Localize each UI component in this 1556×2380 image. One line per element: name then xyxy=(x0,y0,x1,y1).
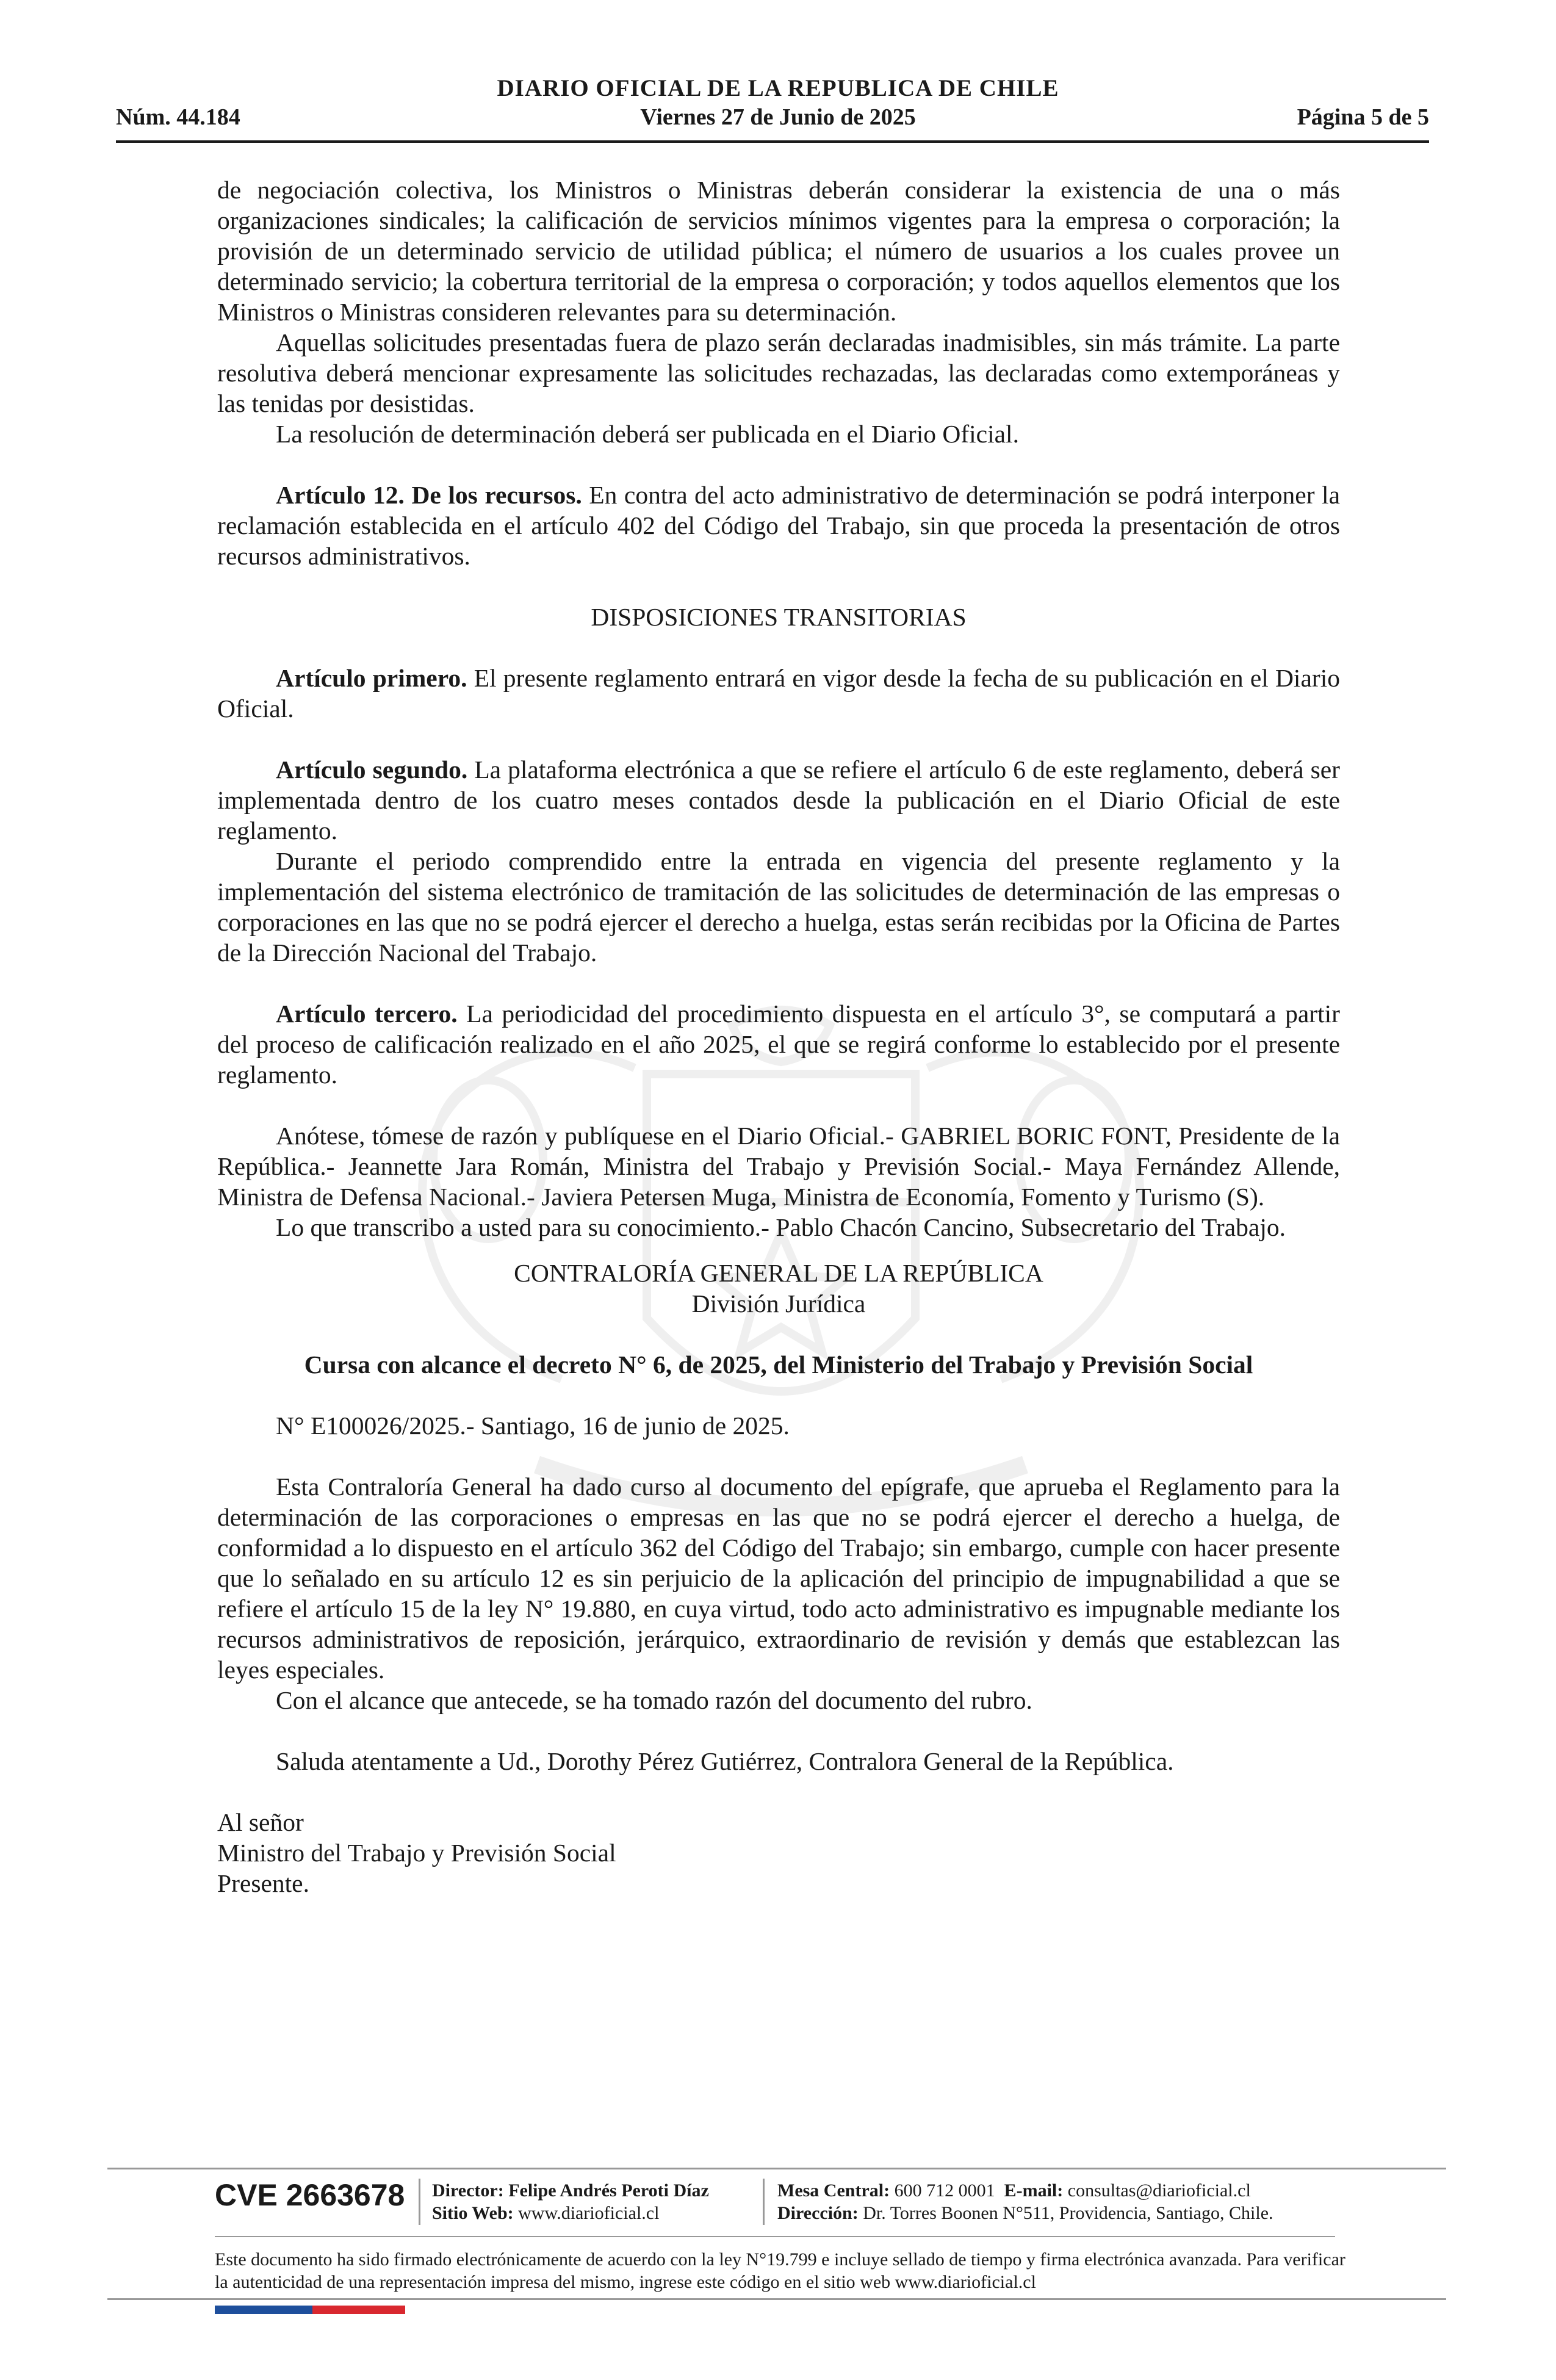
signature-notice: Este documento ha sido firmado electrónicamente de acuerdo con la ley N°19.799 e incluye sellado de tiempo y firma electrónica avanzada. Para verificar la autenticidad de una representación impresa del mismo, ingrese este código en el sitio web www.diarioficial.cl xyxy=(215,2249,1345,2292)
article-tercero-title: Artículo tercero. xyxy=(276,1000,458,1028)
article-tercero-text: La periodicidad del procedimiento dispuesta en el artículo 3°, se computará a partir del proceso de calificación realizado en el año 2025, el que se regirá conforme lo establecido por el presente reglamento. xyxy=(217,1000,1340,1089)
alcance-paragraph: Con el alcance que antecede, se ha tomado razón del documento del rubro. xyxy=(276,1686,1032,1714)
article-primero-title: Artículo primero. xyxy=(276,664,467,692)
footer-top-divider xyxy=(107,2168,1446,2169)
contraloria-heading: CONTRALORÍA GENERAL DE LA REPÚBLICA xyxy=(514,1259,1043,1287)
footer-separator xyxy=(763,2179,765,2225)
article-segundo-text: La plataforma electrónica a que se refiere el artículo 6 de este reglamento, deberá ser implementada dentro de los cuatro meses contados desde la publicación en el Diario Oficial de este reglamento. xyxy=(217,755,1340,845)
paragraph-inadmisibles: Aquellas solicitudes presentadas fuera de plazo serán declaradas inadmisibles, sin más trámite. La parte resolutiva deberá mencionar expresamente las solicitudes rechazadas, las declaradas como extemporáneas y las tenidas por desistidas. xyxy=(217,328,1340,417)
saluda-paragraph: Saluda atentamente a Ud., Dorothy Pérez Gutiérrez, Contralora General de la República. xyxy=(276,1747,1174,1775)
transcribo-paragraph: Lo que transcribo a usted para su conocimiento.- Pablo Chacón Cancino, Subsecretario del Trabajo. xyxy=(276,1213,1286,1241)
website-link[interactable]: www.diarioficial.cl xyxy=(518,2203,660,2223)
footer-bottom-divider xyxy=(107,2298,1446,2300)
transitory-heading: DISPOSICIONES TRANSITORIAS xyxy=(591,603,967,631)
flag-stripe-blue xyxy=(215,2306,312,2314)
addressee-line-3: Presente. xyxy=(217,1869,309,1897)
article-12 xyxy=(217,480,1340,571)
footer-mid-divider xyxy=(215,2236,1335,2237)
address-label: Dirección: xyxy=(777,2203,859,2223)
addressee-line-2: Ministro del Trabajo y Previsión Social xyxy=(217,1839,616,1867)
footer-separator xyxy=(419,2179,420,2225)
article-tercero xyxy=(217,998,1340,1090)
paragraph-continuation: de negociación colectiva, los Ministros o Ministras deberán considerar la existencia de una o más organizaciones sindicales; la calificación de servicios mínimos vigentes para la empresa o corporación; la provisión de un determinado servicio de utilidad pública; el número de usuarios a los cuales provee un determinado servicio; la cobertura territorial de la empresa o corporación; y todos aquellos elementos que los Ministros o Ministras consideren relevantes para su determinación. xyxy=(217,176,1340,326)
mesa-label: Mesa Central: xyxy=(777,2180,890,2201)
page-indicator: Página 5 de 5 xyxy=(1297,104,1429,130)
paragraph-publicacion: La resolución de determinación deberá ser publicada en el Diario Oficial. xyxy=(276,420,1019,448)
cursa-title: Cursa con alcance el decreto N° 6, de 2025, del Ministerio del Trabajo y Previsión Social xyxy=(304,1350,1253,1379)
article-12-text: En contra del acto administrativo de determinación se podrá interponer la reclamación establecida en el artículo 402 del Código del Trabajo, sin que proceda la presentación de otros recursos administrativos. xyxy=(217,481,1340,570)
header-divider xyxy=(116,140,1429,143)
article-segundo-paragraph-2: Durante el periodo comprendido entre la entrada en vigencia del presente reglamento y la implementación del sistema electrónico de tramitación de las solicitudes de determinación de las empresas o corporaciones en las que no se podrá ejercer el derecho a huelga, estas serán recibidas por la Oficina de Partes de la Dirección Nacional del Trabajo. xyxy=(217,847,1340,967)
anotese-paragraph: Anótese, tómese de razón y publíquese en el Diario Oficial.- GABRIEL BORIC FONT, Presidente de la República.- Jeannette Jara Román, Ministra del Trabajo y Previsión Social.- Maya Fernández Allende, Ministra de Defensa Nacional.- Javiera Petersen Muga, Ministra de Economía, Fomento y Turismo (S). xyxy=(217,1122,1340,1211)
document-body xyxy=(217,175,1340,1899)
division-heading: División Jurídica xyxy=(691,1289,866,1318)
article-segundo xyxy=(217,754,1340,846)
website-label: Sitio Web: xyxy=(432,2203,514,2223)
article-primero-text: El presente reglamento entrará en vigor desde la fecha de su publicación en el Diario Oficial. xyxy=(217,664,1340,723)
reference-number: N° E100026/2025.- Santiago, 16 de junio de 2025. xyxy=(276,1412,790,1440)
issue-date: Viernes 27 de Junio de 2025 xyxy=(640,104,916,130)
director-label: Director: xyxy=(432,2180,504,2201)
addressee-line-1: Al señor xyxy=(217,1808,304,1836)
contraloria-paragraph: Esta Contraloría General ha dado curso al documento del epígrafe, que aprueba el Reglamento para la determinación de las corporaciones o empresas en las que no se podrá ejercer el derecho a huelga, de conformidad a lo dispuesto en el artículo 362 del Código del Trabajo; sin embargo, cumple con hacer presente que lo señalado en su artículo 12 es sin perjuicio de la aplicación del principio de impugnabilidad a que se refiere el artículo 15 de la ley N° 19.880, en cuya virtud, todo acto administrativo es impugnable mediante los recursos administrativos de reposición, jerárquico, extraordinario de revisión y demás que establezcan las leyes especiales. xyxy=(217,1473,1340,1684)
newspaper-title: DIARIO OFICIAL DE LA REPUBLICA DE CHILE xyxy=(497,75,1059,101)
issue-number: Núm. 44.184 xyxy=(116,104,240,130)
email-label: E-mail: xyxy=(1004,2180,1064,2201)
article-12-title: Artículo 12. De los recursos. xyxy=(276,481,582,509)
email-link[interactable]: consultas@diarioficial.cl xyxy=(1067,2180,1251,2201)
director-value: Felipe Andrés Peroti Díaz xyxy=(508,2180,709,2201)
mesa-value: 600 712 0001 xyxy=(894,2180,995,2201)
footer-director-block xyxy=(432,2179,709,2224)
cve-code: CVE 2663678 xyxy=(215,2178,405,2212)
article-segundo-title: Artículo segundo. xyxy=(276,755,468,784)
footer-contact-block xyxy=(777,2179,1273,2224)
flag-stripe-red xyxy=(312,2306,405,2314)
article-primero xyxy=(217,663,1340,724)
address-value: Dr. Torres Boonen N°511, Providencia, Santiago, Chile. xyxy=(863,2203,1273,2223)
